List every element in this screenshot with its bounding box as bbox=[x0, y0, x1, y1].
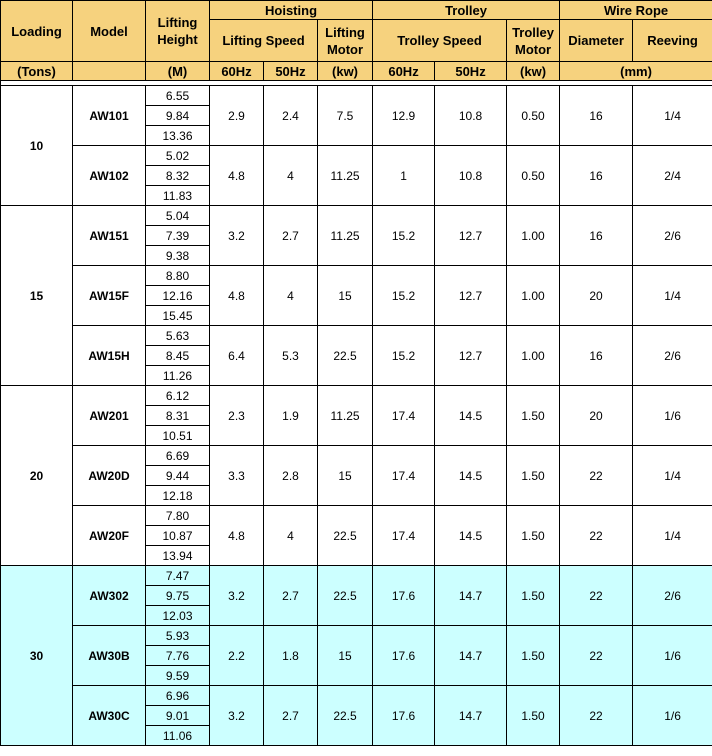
model-cell: AW30B bbox=[73, 626, 146, 686]
trolley-motor-cell: 1.50 bbox=[507, 626, 560, 686]
reeving-cell: 2/6 bbox=[633, 326, 712, 386]
lifting-height-cell: 8.80 bbox=[146, 266, 210, 286]
lifting-height-cell: 11.83 bbox=[146, 186, 210, 206]
lifting-height-cell: 6.96 bbox=[146, 686, 210, 706]
header-model: Model bbox=[73, 1, 146, 62]
lift-motor-cell: 15 bbox=[318, 446, 373, 506]
lifting-height-cell: 11.26 bbox=[146, 366, 210, 386]
header-lifting-motor: Lifting Motor bbox=[318, 20, 373, 62]
lifting-height-cell: 7.47 bbox=[146, 566, 210, 586]
trolley-speed-60hz-cell: 17.6 bbox=[373, 626, 435, 686]
lift-speed-60hz-cell: 3.3 bbox=[210, 446, 264, 506]
header-hoisting: Hoisting bbox=[210, 1, 373, 20]
model-cell: AW302 bbox=[73, 566, 146, 626]
lifting-height-cell: 6.55 bbox=[146, 86, 210, 106]
lifting-height-cell: 9.84 bbox=[146, 106, 210, 126]
lift-motor-cell: 22.5 bbox=[318, 686, 373, 746]
trolley-motor-cell: 0.50 bbox=[507, 86, 560, 146]
header-lifting-speed: Lifting Speed bbox=[210, 20, 318, 62]
lift-speed-50hz-cell: 4 bbox=[264, 266, 318, 326]
loading-cell: 15 bbox=[1, 206, 73, 386]
lift-speed-50hz-cell: 2.8 bbox=[264, 446, 318, 506]
header-trolley-motor: Trolley Motor bbox=[507, 20, 560, 62]
trolley-speed-60hz-cell: 1 bbox=[373, 146, 435, 206]
lifting-height-cell: 5.93 bbox=[146, 626, 210, 646]
lift-speed-50hz-cell: 1.9 bbox=[264, 386, 318, 446]
unit-trolley-50hz: 50Hz bbox=[435, 62, 507, 81]
header-trolley: Trolley bbox=[373, 1, 560, 20]
diameter-cell: 22 bbox=[560, 446, 633, 506]
unit-mm: (mm) bbox=[560, 62, 712, 81]
trolley-motor-cell: 1.50 bbox=[507, 686, 560, 746]
model-cell: AW20F bbox=[73, 506, 146, 566]
table-row bbox=[1, 146, 712, 166]
model-cell: AW15H bbox=[73, 326, 146, 386]
trolley-speed-60hz-cell: 12.9 bbox=[373, 86, 435, 146]
lifting-height-cell: 8.31 bbox=[146, 406, 210, 426]
lift-speed-50hz-cell: 5.3 bbox=[264, 326, 318, 386]
trolley-motor-cell: 1.50 bbox=[507, 506, 560, 566]
lifting-height-cell: 9.38 bbox=[146, 246, 210, 266]
lifting-height-cell: 9.59 bbox=[146, 666, 210, 686]
lift-speed-50hz-cell: 2.7 bbox=[264, 686, 318, 746]
unit-m: (M) bbox=[146, 62, 210, 81]
reeving-cell: 2/6 bbox=[633, 566, 712, 626]
trolley-speed-50hz-cell: 10.8 bbox=[435, 86, 507, 146]
model-cell: AW15F bbox=[73, 266, 146, 326]
unit-tons: (Tons) bbox=[1, 62, 73, 81]
lift-speed-50hz-cell: 2.4 bbox=[264, 86, 318, 146]
lifting-height-cell: 9.01 bbox=[146, 706, 210, 726]
lift-speed-60hz-cell: 2.3 bbox=[210, 386, 264, 446]
loading-group-20 bbox=[1, 386, 712, 566]
lifting-height-cell: 12.03 bbox=[146, 606, 210, 626]
trolley-speed-50hz-cell: 14.5 bbox=[435, 506, 507, 566]
model-cell: AW102 bbox=[73, 146, 146, 206]
lift-motor-cell: 11.25 bbox=[318, 386, 373, 446]
trolley-speed-50hz-cell: 14.5 bbox=[435, 446, 507, 506]
diameter-cell: 22 bbox=[560, 506, 633, 566]
trolley-speed-60hz-cell: 15.2 bbox=[373, 326, 435, 386]
lift-motor-cell: 7.5 bbox=[318, 86, 373, 146]
trolley-speed-50hz-cell: 14.7 bbox=[435, 626, 507, 686]
lift-speed-60hz-cell: 4.8 bbox=[210, 506, 264, 566]
lift-motor-cell: 15 bbox=[318, 266, 373, 326]
trolley-speed-60hz-cell: 15.2 bbox=[373, 266, 435, 326]
table-header bbox=[1, 1, 712, 81]
lift-speed-50hz-cell: 4 bbox=[264, 146, 318, 206]
lift-speed-50hz-cell: 2.7 bbox=[264, 566, 318, 626]
lifting-height-cell: 12.16 bbox=[146, 286, 210, 306]
reeving-cell: 1/4 bbox=[633, 86, 712, 146]
lift-speed-60hz-cell: 4.8 bbox=[210, 266, 264, 326]
lift-motor-cell: 11.25 bbox=[318, 206, 373, 266]
model-cell: AW20D bbox=[73, 446, 146, 506]
reeving-cell: 1/4 bbox=[633, 446, 712, 506]
header-loading: Loading bbox=[1, 1, 73, 62]
model-cell: AW101 bbox=[73, 86, 146, 146]
lift-speed-50hz-cell: 4 bbox=[264, 506, 318, 566]
table-row bbox=[1, 206, 712, 226]
lifting-height-cell: 6.12 bbox=[146, 386, 210, 406]
reeving-cell: 1/6 bbox=[633, 386, 712, 446]
reeving-cell: 1/4 bbox=[633, 266, 712, 326]
lifting-height-cell: 5.04 bbox=[146, 206, 210, 226]
lift-motor-cell: 15 bbox=[318, 626, 373, 686]
trolley-speed-50hz-cell: 14.7 bbox=[435, 686, 507, 746]
trolley-motor-cell: 1.50 bbox=[507, 386, 560, 446]
diameter-cell: 20 bbox=[560, 386, 633, 446]
lifting-height-cell: 9.44 bbox=[146, 466, 210, 486]
unit-lift-50hz: 50Hz bbox=[264, 62, 318, 81]
diameter-cell: 16 bbox=[560, 326, 633, 386]
lifting-height-cell: 6.69 bbox=[146, 446, 210, 466]
trolley-speed-60hz-cell: 17.6 bbox=[373, 686, 435, 746]
model-cell: AW151 bbox=[73, 206, 146, 266]
trolley-speed-60hz-cell: 17.6 bbox=[373, 566, 435, 626]
trolley-motor-cell: 1.50 bbox=[507, 446, 560, 506]
table-row bbox=[1, 686, 712, 706]
lift-motor-cell: 11.25 bbox=[318, 146, 373, 206]
reeving-cell: 1/4 bbox=[633, 506, 712, 566]
trolley-motor-cell: 1.00 bbox=[507, 326, 560, 386]
lift-speed-50hz-cell: 1.8 bbox=[264, 626, 318, 686]
diameter-cell: 16 bbox=[560, 86, 633, 146]
unit-lift-kw: (kw) bbox=[318, 62, 373, 81]
trolley-speed-50hz-cell: 12.7 bbox=[435, 266, 507, 326]
lifting-height-cell: 5.63 bbox=[146, 326, 210, 346]
lifting-height-cell: 8.45 bbox=[146, 346, 210, 366]
lift-motor-cell: 22.5 bbox=[318, 566, 373, 626]
trolley-speed-60hz-cell: 17.4 bbox=[373, 446, 435, 506]
lift-speed-50hz-cell: 2.7 bbox=[264, 206, 318, 266]
trolley-speed-50hz-cell: 12.7 bbox=[435, 206, 507, 266]
unit-model-blank bbox=[73, 62, 146, 81]
lift-speed-60hz-cell: 3.2 bbox=[210, 206, 264, 266]
unit-trolley-kw: (kw) bbox=[507, 62, 560, 81]
lift-speed-60hz-cell: 3.2 bbox=[210, 686, 264, 746]
reeving-cell: 2/6 bbox=[633, 206, 712, 266]
header-lifting-height: Lifting Height bbox=[146, 1, 210, 62]
lifting-height-cell: 5.02 bbox=[146, 146, 210, 166]
diameter-cell: 22 bbox=[560, 686, 633, 746]
loading-group-15 bbox=[1, 206, 712, 386]
lift-motor-cell: 22.5 bbox=[318, 506, 373, 566]
trolley-motor-cell: 1.00 bbox=[507, 266, 560, 326]
table-row bbox=[1, 626, 712, 646]
trolley-speed-50hz-cell: 14.5 bbox=[435, 386, 507, 446]
lifting-height-cell: 12.18 bbox=[146, 486, 210, 506]
lifting-height-cell: 11.06 bbox=[146, 726, 210, 746]
lifting-height-cell: 7.76 bbox=[146, 646, 210, 666]
trolley-speed-60hz-cell: 15.2 bbox=[373, 206, 435, 266]
table-row bbox=[1, 566, 712, 586]
lift-motor-cell: 22.5 bbox=[318, 326, 373, 386]
trolley-speed-50hz-cell: 12.7 bbox=[435, 326, 507, 386]
unit-lift-60hz: 60Hz bbox=[210, 62, 264, 81]
lift-speed-60hz-cell: 6.4 bbox=[210, 326, 264, 386]
lifting-height-cell: 7.80 bbox=[146, 506, 210, 526]
header-reeving: Reeving bbox=[633, 20, 712, 62]
trolley-speed-60hz-cell: 17.4 bbox=[373, 506, 435, 566]
lifting-height-cell: 10.87 bbox=[146, 526, 210, 546]
lift-speed-60hz-cell: 2.2 bbox=[210, 626, 264, 686]
lifting-height-cell: 13.36 bbox=[146, 126, 210, 146]
loading-group-30 bbox=[1, 566, 712, 746]
diameter-cell: 20 bbox=[560, 266, 633, 326]
lifting-height-cell: 10.51 bbox=[146, 426, 210, 446]
reeving-cell: 2/4 bbox=[633, 146, 712, 206]
header-trolley-speed: Trolley Speed bbox=[373, 20, 507, 62]
model-cell: AW30C bbox=[73, 686, 146, 746]
reeving-cell: 1/6 bbox=[633, 626, 712, 686]
header-diameter: Diameter bbox=[560, 20, 633, 62]
lifting-height-cell: 15.45 bbox=[146, 306, 210, 326]
diameter-cell: 16 bbox=[560, 206, 633, 266]
lifting-height-cell: 8.32 bbox=[146, 166, 210, 186]
trolley-motor-cell: 1.00 bbox=[507, 206, 560, 266]
trolley-speed-50hz-cell: 10.8 bbox=[435, 146, 507, 206]
unit-trolley-60hz: 60Hz bbox=[373, 62, 435, 81]
table-row bbox=[1, 506, 712, 526]
table-row bbox=[1, 446, 712, 466]
trolley-speed-50hz-cell: 14.7 bbox=[435, 566, 507, 626]
loading-cell: 30 bbox=[1, 566, 73, 746]
diameter-cell: 16 bbox=[560, 146, 633, 206]
lift-speed-60hz-cell: 2.9 bbox=[210, 86, 264, 146]
header-wire-rope: Wire Rope bbox=[560, 1, 712, 20]
trolley-speed-60hz-cell: 17.4 bbox=[373, 386, 435, 446]
lifting-height-cell: 13.94 bbox=[146, 546, 210, 566]
trolley-motor-cell: 0.50 bbox=[507, 146, 560, 206]
trolley-motor-cell: 1.50 bbox=[507, 566, 560, 626]
diameter-cell: 22 bbox=[560, 626, 633, 686]
loading-group-10 bbox=[1, 81, 712, 206]
table-row bbox=[1, 86, 712, 106]
lifting-height-cell: 9.75 bbox=[146, 586, 210, 606]
table-row bbox=[1, 266, 712, 286]
lift-speed-60hz-cell: 4.8 bbox=[210, 146, 264, 206]
lifting-height-cell: 7.39 bbox=[146, 226, 210, 246]
model-cell: AW201 bbox=[73, 386, 146, 446]
table-row bbox=[1, 326, 712, 346]
loading-cell: 20 bbox=[1, 386, 73, 566]
diameter-cell: 22 bbox=[560, 566, 633, 626]
reeving-cell: 1/6 bbox=[633, 686, 712, 746]
table-row bbox=[1, 386, 712, 406]
loading-cell: 10 bbox=[1, 86, 73, 206]
lift-speed-60hz-cell: 3.2 bbox=[210, 566, 264, 626]
